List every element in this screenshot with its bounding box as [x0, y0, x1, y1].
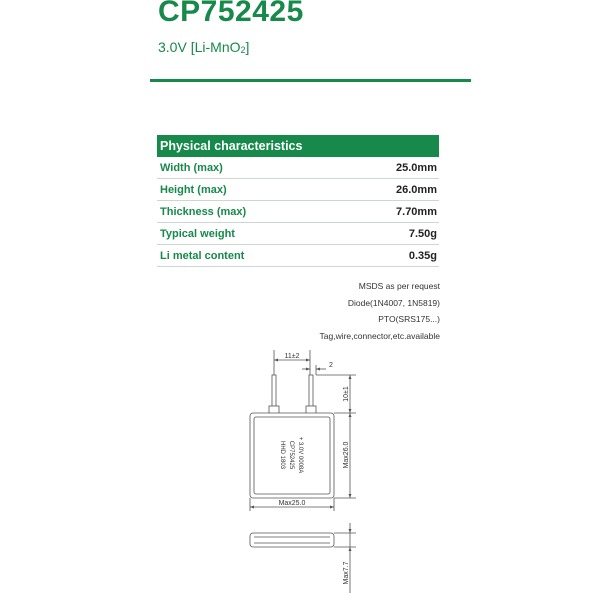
arrow-icon: [250, 506, 254, 509]
row-value: 7.70mm: [344, 201, 439, 223]
voltage-text: 3.0V: [158, 39, 187, 55]
arrow-icon: [330, 506, 334, 509]
table-header-row: [157, 135, 439, 157]
cell-body-side: [250, 533, 334, 547]
width-dimension-label: Max25.0: [278, 500, 306, 507]
arrow-icon: [349, 413, 352, 417]
table-row: [157, 179, 439, 201]
table-row: [157, 157, 439, 179]
header-divider: [150, 79, 471, 82]
row-label: Height (max): [157, 179, 344, 201]
arrow-icon: [274, 359, 278, 362]
thickness-dimension-label: Max7.7: [343, 561, 350, 585]
cell-label-line: HHD 1803: [279, 440, 285, 470]
arrow-icon: [349, 529, 352, 533]
tab-width-label: 2: [329, 362, 333, 369]
row-value: 25.0mm: [344, 157, 439, 179]
chemistry-subscript: 2: [240, 45, 246, 55]
note-line: PTO(SRS175...): [378, 314, 440, 324]
row-label: Li metal content: [157, 245, 344, 267]
arrow-icon: [316, 368, 320, 371]
note-line: MSDS as per request: [358, 281, 440, 291]
note-line: Tag,wire,connector,etc.available: [319, 330, 440, 341]
arrow-icon: [349, 375, 352, 379]
table-title: Physical characteristics: [157, 135, 439, 157]
chemistry-prefix: [Li-MnO: [190, 39, 241, 55]
table-row: [157, 201, 439, 223]
arrow-icon: [349, 547, 352, 551]
arrow-icon: [306, 359, 310, 362]
voltage-chemistry-subtitle: [158, 39, 249, 55]
physical-characteristics-table: [157, 135, 439, 267]
note-line: Diode(1N4007, 1N5819): [347, 297, 440, 308]
row-value: 7.50g: [344, 223, 439, 245]
arrow-icon: [349, 409, 352, 413]
arrow-icon: [349, 494, 352, 498]
cell-label-group: [279, 437, 303, 474]
table-row: [157, 245, 439, 267]
row-label: Width (max): [157, 157, 344, 179]
battery-dimension-drawing: [230, 345, 390, 595]
row-value: 26.0mm: [344, 179, 439, 201]
row-label: Typical weight: [157, 223, 344, 245]
notes-block: [320, 278, 441, 344]
cell-label-line: CP752425: [288, 440, 294, 470]
table-row: [157, 223, 439, 245]
row-value: 0.35g: [344, 245, 439, 267]
height-dimension-label: Max26.0: [343, 441, 350, 469]
chemistry-suffix: ]: [245, 39, 250, 55]
tab-length-label: 10±1: [343, 386, 350, 402]
model-title: CP752425: [158, 0, 304, 28]
tab-spacing-label: 11±2: [284, 353, 300, 360]
cell-label-line: + 3.0V 0008A: [297, 436, 303, 474]
arrow-icon: [306, 368, 310, 371]
row-label: Thickness (max): [157, 201, 344, 223]
